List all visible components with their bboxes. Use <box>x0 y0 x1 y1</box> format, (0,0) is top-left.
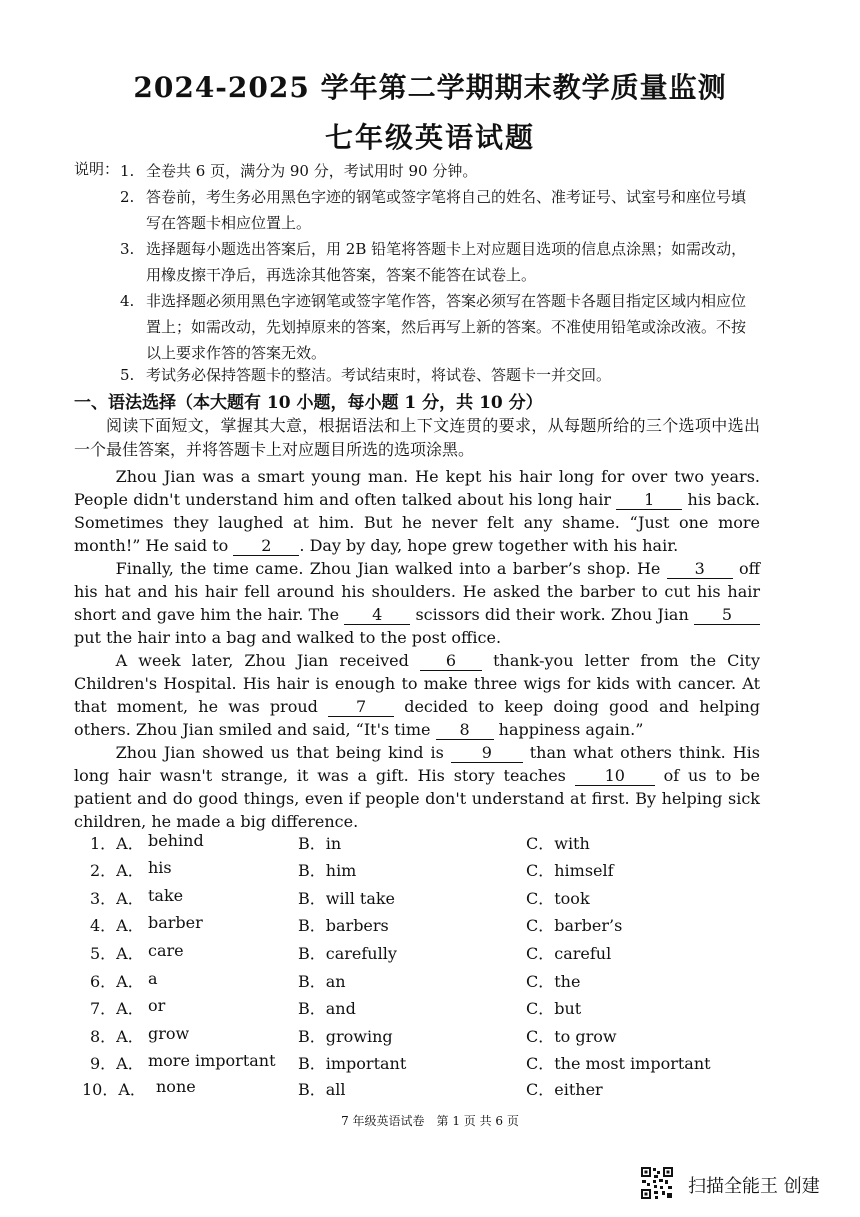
blank-5: 5 <box>694 606 760 625</box>
exam-subtitle: 七年级英语试题 <box>324 121 535 154</box>
option-b: B．an <box>298 972 346 991</box>
blank-6: 6 <box>420 652 482 671</box>
note-number: 5. <box>120 366 135 384</box>
reading-passage <box>74 465 760 833</box>
passage-text: than what others think. His long hair wasn't strange, it was a gift. His story teaches <box>74 743 760 785</box>
option-c: C．either <box>526 1080 603 1099</box>
option-c: C．the most important <box>526 1054 711 1073</box>
option-c: C．took <box>526 889 590 908</box>
option-c: C．with <box>526 834 590 853</box>
note-number: 2. <box>120 188 135 206</box>
option-a: none <box>156 1077 196 1096</box>
option-a: or <box>148 996 166 1015</box>
option-number: 3．A． <box>90 889 144 908</box>
note-text: 全卷共 6 页，满分为 90 分，考试用时 90 分钟。 <box>146 162 478 180</box>
option-row <box>82 913 762 939</box>
exam-title: 2024-2025 学年第二学期期末教学质量监测 <box>133 71 727 104</box>
note-item <box>120 362 760 388</box>
passage-text: of us to be patient and do good things, even if people don't understand at first. By helping sick children, he made a big difference. <box>74 766 761 831</box>
blank-3: 3 <box>667 560 733 579</box>
note-number: 3. <box>120 240 135 258</box>
passage-paragraph <box>74 741 760 833</box>
option-a: grow <box>148 1024 190 1043</box>
option-number: 6．A． <box>90 972 144 991</box>
passage-text: scissors did their work. Zhou Jian <box>410 605 694 624</box>
passage-text: Finally, the time came. Zhou Jian walked into a barber’s shop. He <box>115 559 667 578</box>
option-a: care <box>148 941 184 960</box>
note-number: 1. <box>120 162 135 180</box>
option-a: take <box>148 886 184 905</box>
option-number: 10．A． <box>82 1080 146 1099</box>
note-text: 选择题每小题选出答案后，用 2B 铅笔将答题卡上对应题目选项的信息点涂黑；如需改动，用橡皮擦干净后，再选涂其他答案，答案不能答在试卷上。 <box>146 240 747 284</box>
option-number: 7．A． <box>90 999 144 1018</box>
note-text: 答卷前，考生务必用黑色字迹的钢笔或签字笔将自己的姓名、准考证号、试室号和座位号填写在答题卡相应位置上。 <box>146 188 747 232</box>
blank-10: 10 <box>575 767 655 786</box>
option-number: 5．A． <box>90 944 144 963</box>
passage-paragraph <box>74 649 760 741</box>
blank-7: 7 <box>328 698 394 717</box>
passage-paragraph <box>74 465 760 557</box>
option-c: C．but <box>526 999 582 1018</box>
option-c: C．barber’s <box>526 916 623 935</box>
note-item <box>120 158 760 184</box>
option-row <box>82 1024 762 1050</box>
option-b: B．barbers <box>298 916 389 935</box>
scanner-watermark <box>640 1166 840 1202</box>
option-number: 2．A． <box>90 861 144 880</box>
option-a: his <box>148 858 172 877</box>
blank-4: 4 <box>344 606 410 625</box>
option-c: C．himself <box>526 861 614 880</box>
note-item <box>120 236 760 288</box>
passage-text: happiness again.” <box>493 720 644 739</box>
blank-1: 1 <box>616 491 682 510</box>
option-number: 4．A． <box>90 916 144 935</box>
note-number: 4. <box>120 292 135 310</box>
note-text: 考试务必保持答题卡的整洁。考试结束时，将试卷、答题卡一并交回。 <box>146 366 612 384</box>
note-item <box>120 288 760 366</box>
note-item <box>120 184 760 236</box>
passage-text: decided to keep doing good and helping others. Zhou Jian smiled and said, “It's time <box>74 697 761 739</box>
option-row <box>82 996 762 1022</box>
option-a: barber <box>148 913 203 932</box>
option-b: B．in <box>298 834 342 853</box>
option-a: behind <box>148 831 204 850</box>
page-footer: 7 年级英语试卷 第 1 页 共 6 页 <box>341 1114 519 1128</box>
section-directions: 阅读下面短文，掌握其大意，根据语法和上下文连贯的要求，从每题所给的三个选项中选出一个最佳答案，并将答题卡上对应题目所选的选项涂黑。 <box>74 416 760 459</box>
passage-text: thank-you letter from the City Children's Hospital. His hair is enough to make three wigs for kids with cancer. At that moment, he was proud <box>74 651 761 716</box>
passage-text: A week later, Zhou Jian received <box>115 651 420 670</box>
option-row <box>82 858 762 884</box>
option-b: B．will take <box>298 889 396 908</box>
option-row <box>82 969 762 995</box>
option-row <box>82 1051 762 1077</box>
passage-text: Zhou Jian was a smart young man. He kept his hair long for over two years. People didn't understand him and often talked about his long hair <box>74 467 760 509</box>
passage-paragraph <box>74 557 760 649</box>
option-b: B．and <box>298 999 356 1018</box>
option-a: more important <box>148 1051 276 1070</box>
option-c: C．to grow <box>526 1027 617 1046</box>
note-text: 非选择题必须用黑色字迹钢笔或签字笔作答，答案必须写在答题卡各题目指定区域内相应位置上；如需改动，先划掉原来的答案，然后再写上新的答案。不准使用铅笔或涂改液。不按以上要求作答的答案无效。 <box>146 292 747 362</box>
passage-text: off his hat and his hair fell around his shoulders. He asked the barber to cut his hair short and gave him the hair. The <box>74 559 760 624</box>
passage-text: . Day by day, hope grew together with his hair. <box>299 536 679 555</box>
option-b: B．important <box>298 1054 407 1073</box>
notes-label: 说明： <box>74 160 120 178</box>
blank-8: 8 <box>436 721 494 740</box>
option-c: C．the <box>526 972 581 991</box>
passage-text: his back. Sometimes they laughed at him. But he never felt any shame. “Just one more month!” He said to <box>74 490 761 555</box>
option-c: C．careful <box>526 944 612 963</box>
option-row <box>82 886 762 912</box>
qr-code-icon <box>640 1166 674 1200</box>
option-b: B．all <box>298 1080 346 1099</box>
option-b: B．him <box>298 861 357 880</box>
passage-text: put the hair into a bag and walked to the post office. <box>74 628 502 647</box>
option-row <box>82 941 762 967</box>
option-b: B．carefully <box>298 944 397 963</box>
option-number: 1．A． <box>90 834 144 853</box>
option-row <box>82 1077 762 1103</box>
passage-text: Zhou Jian showed us that being kind is <box>115 743 451 762</box>
option-a: a <box>148 969 158 988</box>
blank-9: 9 <box>451 744 523 763</box>
option-b: B．growing <box>298 1027 393 1046</box>
option-number: 8．A． <box>90 1027 144 1046</box>
blank-2: 2 <box>233 537 299 556</box>
section-title: 一、语法选择（本大题有 10 小题，每小题 1 分，共 10 分） <box>74 393 543 413</box>
option-number: 9．A． <box>90 1054 144 1073</box>
option-row <box>82 831 762 857</box>
watermark-text: 扫描全能王 创建 <box>688 1176 820 1197</box>
